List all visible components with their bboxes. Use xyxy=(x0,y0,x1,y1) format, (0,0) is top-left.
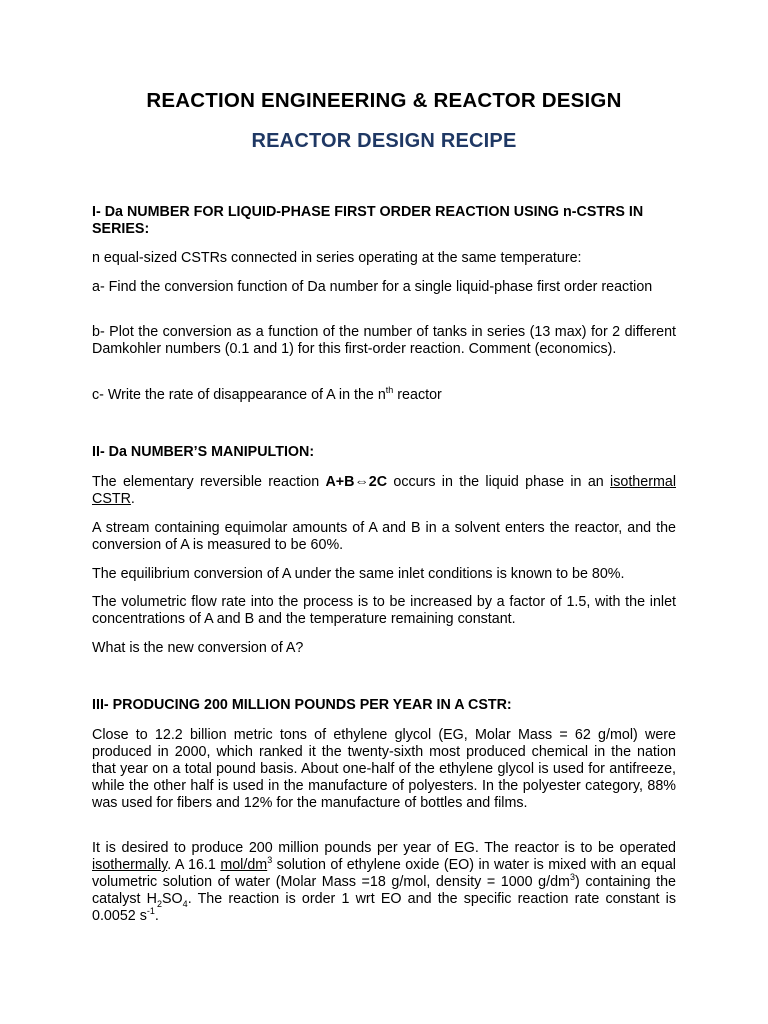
p2-text-g: . xyxy=(154,908,159,924)
subscript-2: 2 xyxy=(156,898,162,909)
isothermally-text: isothermally xyxy=(92,857,168,873)
section-3-heading: III- PRODUCING 200 MILLION POUNDS PER YEAR IN A CSTR: xyxy=(92,697,512,713)
section-1-item-c xyxy=(92,387,676,404)
p1-text-end: . xyxy=(130,491,135,507)
document-subtitle: REACTOR DESIGN RECIPE xyxy=(251,130,517,152)
p2-text-f: . The reaction is order 1 wrt EO and the specific reaction rate constant is 0.0052 s xyxy=(92,891,677,924)
section-1-item-b: b- Plot the conversion as a function of the number of tanks in series (13 max) for 2 different Damkohler numbers (0.1 and 1) for this first-order reaction. Comment (economics). xyxy=(92,324,676,357)
p2-text-b: . A 16.1 xyxy=(167,857,221,873)
p1-text-mid: occurs in the liquid phase in an xyxy=(387,474,611,490)
p2-text-d: ) containing the catalyst H xyxy=(92,874,676,907)
p2-text-a: It is desired to produce 200 million pounds per year of EG. The reactor is to be operated xyxy=(92,840,676,856)
mol-dm-unit: mol/dm xyxy=(220,857,268,873)
section-1-heading: I- Da NUMBER FOR LIQUID-PHASE FIRST ORDER REACTION USING n-CSTRS IN SERIES: xyxy=(92,204,644,237)
p2-text-e: SO xyxy=(162,891,183,907)
p2-text-c: solution of ethylene oxide (EO) in water is mixed with an equal volumetric solution of water (Molar Mass =18 g/mol, density = 1000 g/dm xyxy=(92,857,676,890)
superscript-minus-1: -1 xyxy=(146,906,155,917)
section-3-paragraph-1: Close to 12.2 billion metric tons of ethylene glycol (EG, Molar Mass = 62 g/mol) were produced in 2000, which ranked it the twenty-sixth most produced chemical in the nation that year on a total pound basis. About one-half of the ethylene glycol is used for antifreeze, while the other half is used in the manufacture of polyesters. In the polyester category, 88% was used for fibers and 12% for the manufacture of bottles and films. xyxy=(92,727,676,811)
subscript-4: 4 xyxy=(182,898,188,909)
item-c-text: c- Write the rate of disappearance of A in the n xyxy=(92,387,386,403)
isothermal-cstr-text: isothermal CSTR xyxy=(92,474,676,507)
document-title: REACTION ENGINEERING & REACTOR DESIGN xyxy=(146,89,622,112)
section-1-intro: n equal-sized CSTRs connected in series operating at the same temperature: xyxy=(92,250,582,266)
section-2-heading: II- Da NUMBER’S MANIPULTION: xyxy=(92,444,315,460)
section-1-item-a: a- Find the conversion function of Da number for a single liquid-phase first order reaction xyxy=(92,279,653,295)
section-2-paragraph-2: A stream containing equimolar amounts of A and B in a solvent enters the reactor, and the conversion of A is measured to be 60%. xyxy=(92,520,676,553)
section-2-paragraph-4: The volumetric flow rate into the process is to be increased by a factor of 1.5, with the inlet concentrations of A and B and the temperature remaining constant. xyxy=(92,594,676,627)
superscript-3b: 3 xyxy=(569,872,575,883)
item-c-text-end: reactor xyxy=(393,387,442,403)
p1-text: The elementary reversible reaction xyxy=(92,474,326,490)
reaction-equation: A+B⇔2C xyxy=(325,474,388,490)
superscript-3: 3 xyxy=(267,855,273,866)
section-2-paragraph-1 xyxy=(92,474,676,508)
section-2-paragraph-3: The equilibrium conversion of A under the same inlet conditions is known to be 80%. xyxy=(92,566,625,582)
item-c-superscript: th xyxy=(385,385,394,396)
section-3-paragraph-2 xyxy=(92,840,676,925)
section-2-paragraph-5: What is the new conversion of A? xyxy=(92,640,304,656)
